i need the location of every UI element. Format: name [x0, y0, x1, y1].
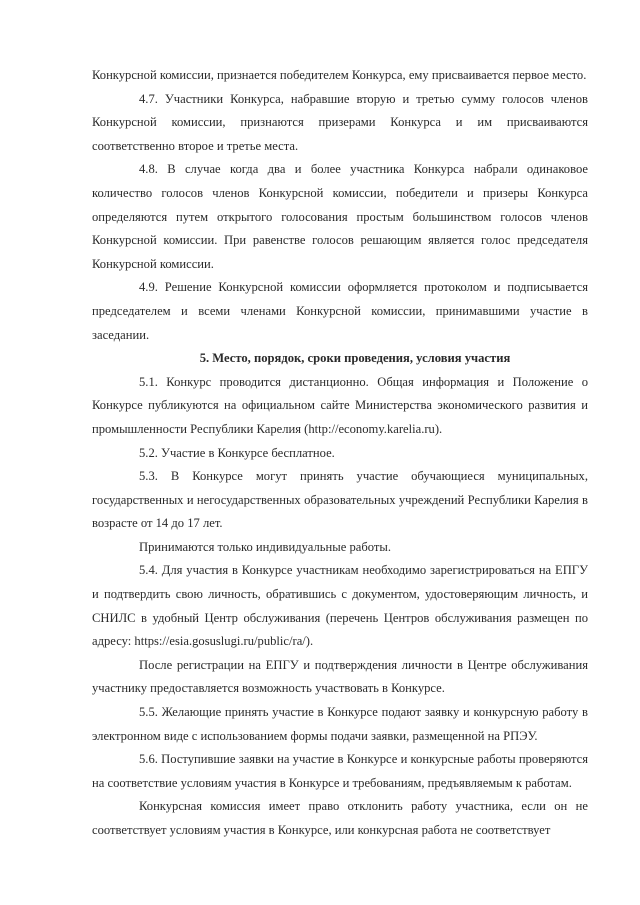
paragraph-4-7: 4.7. Участники Конкурса, набравшие вторую и третью сумму голосов членов Конкурсной комиссии, признаются призерами Конкурса и им присваиваются соответственно второе и третье места. [92, 91, 588, 153]
paragraph-continuation: Конкурсной комиссии, признается победителем Конкурса, ему присваивается первое место. [92, 68, 587, 82]
paragraph-4-8: 4.8. В случае когда два и более участника Конкурса набрали одинаковое количество голосов членов Конкурсной комиссии, победители и призеры Конкурса определяются путем открытого голосования простым большинством голосов членов Конкурсной комиссии. При равенстве голосов решающим является голос председателя Конкурсной комиссии. [92, 162, 588, 271]
paragraph-5-6-commission: Конкурсная комиссия имеет право отклонить работу участника, если он не соответствует условиям участия в Конкурсе, или конкурсная работа не соответствует [92, 799, 588, 837]
document-body [92, 64, 588, 843]
paragraph-4-9: 4.9. Решение Конкурсной комиссии оформляется протоколом и подписывается председателем и всеми членами Конкурсной комиссии, принимавшими участие в заседании. [92, 280, 588, 342]
paragraph-5-3: 5.3. В Конкурсе могут принять участие обучающиеся муниципальных, государственных и негосударственных образовательных учреждений Республики Карелия в возрасте от 14 до 17 лет. [92, 469, 588, 531]
paragraph-5-4: 5.4. Для участия в Конкурсе участникам необходимо зарегистрироваться на ЕПГУ и подтвердить свою личность, обратившись с документом, удостоверяющим личность, и СНИЛС в удобный Центр обслуживания (перечень Центров обслуживания размещен по адресу: https://esia.gosuslugi.ru/public/ra/). [92, 563, 588, 649]
paragraph-5-6: 5.6. Поступившие заявки на участие в Конкурсе и конкурсные работы проверяются на соответствие условиям участия в Конкурсе и требованиям, предъявляемым к работам. [92, 752, 588, 790]
section-heading-5: 5. Место, порядок, сроки проведения, условия участия [199, 351, 511, 366]
paragraph-5-4-after: После регистрации на ЕПГУ и подтверждения личности в Центре обслуживания участнику предоставляется возможность участвовать в Конкурсе. [92, 657, 588, 696]
paragraph-5-3-individual: Принимаются только индивидуальные работы. [139, 539, 391, 554]
paragraph-5-5: 5.5. Желающие принять участие в Конкурсе подают заявку и конкурсную работу в электронном виде с использованием формы подачи заявки, размещенной на РПЭУ. [92, 705, 588, 743]
paragraph-5-2: 5.2. Участие в Конкурсе бесплатное. [139, 445, 335, 460]
paragraph-5-1: 5.1. Конкурс проводится дистанционно. Общая информация и Положение о Конкурсе публикуются на официальном сайте Министерства экономического развития и промышленности Республики Карелия (http://economy.karelia.ru). [92, 374, 588, 436]
